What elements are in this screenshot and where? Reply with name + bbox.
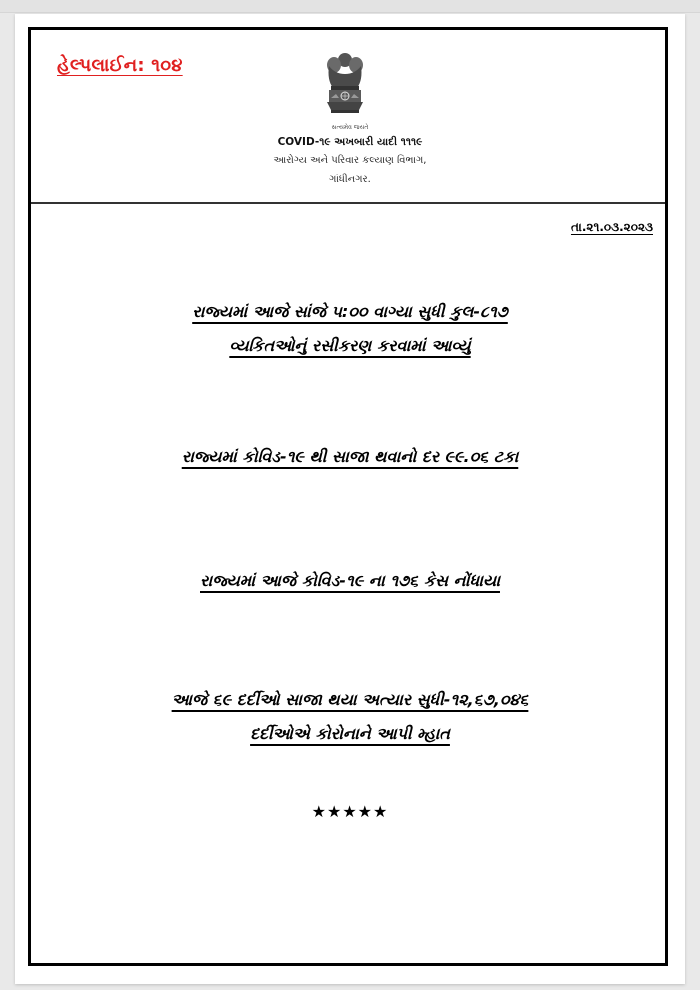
headline-recovery-rate — [35, 440, 665, 474]
headline-line: દર્દીઓએ કોરોનાને આપી મ્હાત — [250, 724, 450, 743]
emblem-motto: સત્યમેવ જયતે — [331, 124, 369, 131]
header-divider — [31, 202, 665, 204]
headline-recovered-patients — [35, 683, 665, 751]
press-release-title: COVID-૧૯ અખબારી યાદી ૧૧૧૯ — [277, 136, 423, 148]
helpline-number: હેલ્પલાઈન: ૧૦૪ — [57, 55, 183, 76]
release-date: તા.૨૧.૦૩.૨૦૨૩ — [570, 220, 653, 234]
ashoka-emblem-icon — [321, 50, 369, 120]
headline-line: વ્યકિતઓનું રસીકરણ કરવામાં આવ્યું — [229, 336, 471, 355]
document-page — [15, 14, 685, 984]
page-border — [28, 27, 668, 966]
headline-new-cases — [35, 564, 665, 598]
viewer-top-strip — [0, 0, 700, 13]
headline-line: રાજ્યમાં આજે કોવિડ-૧૯ ના ૧૭૬ કેસ નોંધાયા — [200, 571, 500, 590]
headline-line: રાજ્યમાં કોવિડ-૧૯ થી સાજા થવાનો દર ૯૯.૦૬ ટકા — [181, 447, 519, 466]
headline-line: રાજ્યમાં આજે સાંજે ૫:૦૦ વાગ્યા સુધી કુલ-૮૧૭ — [192, 302, 508, 321]
headline-line: આજે ૬૯ દર્દીઓ સાજા થયા અત્યાર સુધી-૧૨,૬૭,૦૪૬ — [171, 690, 529, 709]
headline-vaccination — [35, 295, 665, 363]
end-stars: ★★★★★ — [311, 802, 389, 821]
department-city: ગાંધીનગર. — [329, 174, 371, 185]
department-name: આરોગ્ય અને પરિવાર કલ્યાણ વિભાગ, — [273, 155, 427, 166]
